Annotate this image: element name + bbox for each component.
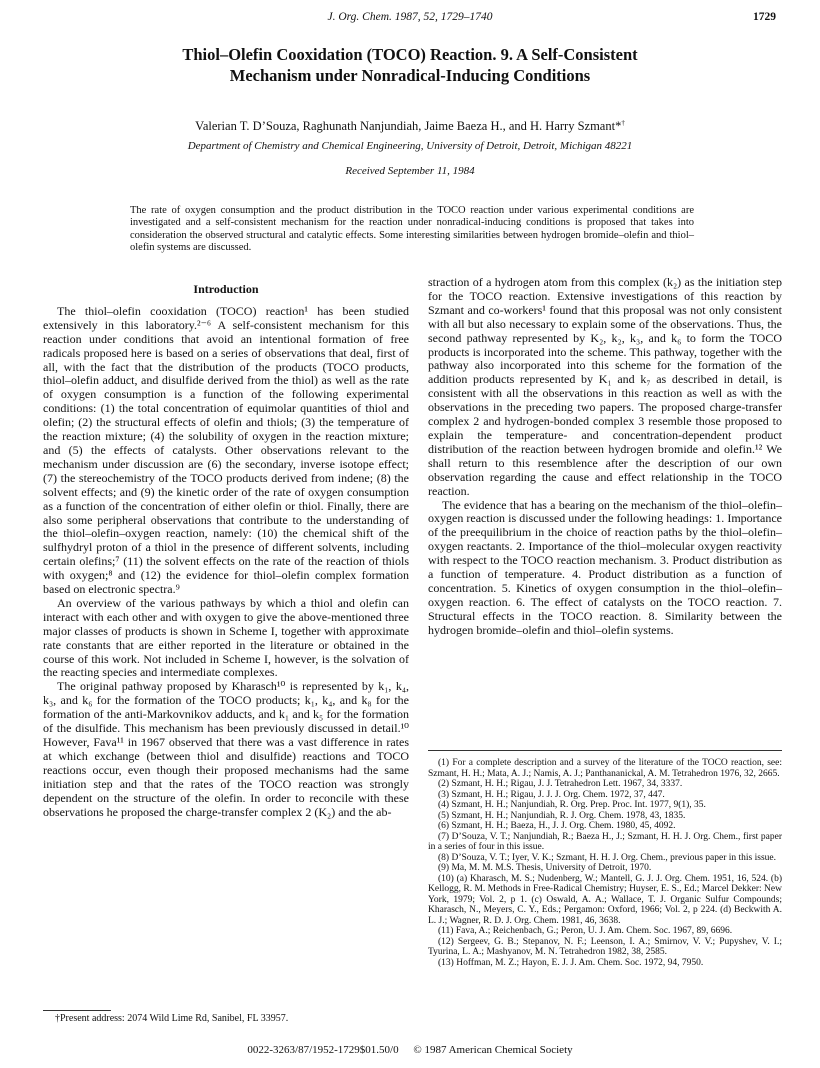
reference-item: (9) Ma, M. M. M.S. Thesis, University of Detroit, 1970. bbox=[438, 863, 652, 873]
page-number: 1729 bbox=[753, 11, 776, 23]
affiliation: Department of Chemistry and Chemical Engineering, University of Detroit, Detroit, Michigan 48221 bbox=[187, 140, 633, 152]
references-list bbox=[428, 758, 782, 968]
reference-item: (7) D’Souza, V. T.; Nanjundiah, R.; Baeza H., J.; Szmant, H. H. J. Org. Chem., first paper in a series of four in this issue. bbox=[428, 831, 782, 852]
journal-citation bbox=[0, 11, 820, 23]
author-list bbox=[60, 119, 760, 134]
intro-paragraph-5: The evidence that has a bearing on the mechanism of the thiol–olefin–oxygen reaction is discussed under the following headings: 1. Importance of the preequilibrium in the choice of reaction paths by the thiol–olefin–oxygen reactants. 2. Importance of the thiol–molecular oxygen reactivity with respect to the TOCO reaction mechanism. 3. Product distribution as a function of temperature. 4. Product distribution as a function of concentration. 5. Kinetics of oxygen consumption in the thiol–olefin–oxygen reaction. 6. The effect of catalysts on the TOCO reaction. 7. Structural effects in the TOCO reaction. 8. Similarity between the hydrogen bromide–olefin and thiol–olefin systems. bbox=[428, 497, 782, 637]
intro-paragraph-3: The original pathway proposed by Kharasch¹⁰ is represented by k₁, k₄, k₃, and k₆ for the formation of the TOCO products; k₁, k₄, and k₈ for the formation of the anti-Markovnikov adducts, and k₁ and k₅ for the formation of the disulfide. This mechanism has been previously discussed in detail.¹⁰ However, Fava¹¹ in 1967 observed that there was a vast difference in rates at which exchange (between thiol and disulfide) reactions and TOCO reactions occur, even though their proposed mechanisms had the same initiation step and that the rates of the TOCO reaction was strongly dependent on the structure of the olefin. In order to reconcile with these observations he proposed the charge-transfer complex 2 (K₂) and the ab- bbox=[43, 679, 409, 819]
author-dagger: † bbox=[621, 118, 625, 127]
reference-item: (13) Hoffman, M. Z.; Hayon, E. J. J. Am. Chem. Soc. 1972, 94, 7950. bbox=[438, 957, 704, 968]
citation-info: 1987, 52, 1729–1740 bbox=[394, 11, 493, 23]
reference-item: (6) Szmant, H. H.; Baeza, H., J. J. Org. Chem. 1980, 45, 4092. bbox=[438, 821, 676, 831]
intro-paragraph-2: An overview of the various pathways by which a thiol and olefin can interact with each other and with oxygen to give the above-mentioned three major classes of products is shown in Scheme I, together with approximate rate constants that are either reported in the literature or obtained in the course of this work. Not included in Scheme I, however, is the solvation of the reacting species and intermediate complexes. bbox=[43, 595, 409, 680]
footnote-divider bbox=[43, 1010, 111, 1011]
article-title bbox=[60, 44, 760, 86]
reference-item: (2) Szmant, H. H.; Rigau, J. J. Tetrahedron Lett. 1967, 34, 3337. bbox=[438, 779, 683, 789]
reference-item: (1) For a complete description and a survey of the literature of the TOCO reaction, see: Szmant, H. H.; Mata, A. J.; Namis, A. J.; Panthananickal, A. M. Tetrahedron 1976, 32, 2665. bbox=[428, 758, 782, 779]
journal-name: J. Org. Chem. bbox=[327, 11, 392, 23]
running-header bbox=[0, 11, 820, 25]
title-line-1: Thiol–Olefin Cooxidation (TOCO) Reaction. 9. A Self-Consistent bbox=[182, 45, 638, 64]
abstract: The rate of oxygen consumption and the product distribution in the TOCO reaction under various experimental conditions are investigated and a self-consistent mechanism for the reaction under nonradical-inducing conditions is proposed that takes into consideration the observed structural and catalytic effects. Some interesting similarities between hydrogen bromide–olefin and thiol–olefin systems are discussed. bbox=[130, 205, 694, 254]
page-footer bbox=[0, 1044, 820, 1056]
left-column bbox=[43, 283, 409, 819]
section-heading-introduction: Introduction bbox=[193, 282, 259, 296]
right-column bbox=[428, 276, 782, 638]
address-footnote: †Present address: 2074 Wild Lime Rd, Sanibel, FL 33957. bbox=[55, 1013, 289, 1024]
reference-item: (10) (a) Kharasch, M. S.; Nudenberg, W.; Mantell, G. J. J. Org. Chem. 1951, 16, 524. (b) Kellogg, R. M. Methods in Free-Radical Chemistry; Huyser, E. S., Ed.; Marcel Dekker: New York, 1979; Vol. 2, p 1. (c) Oswald, A. A.; Wallace, T. J. Organic Sulfur Compounds; Kharasch, N., Meyers, C. Y., Eds.; Pergamon: Oxford, 1966; Vol. 2, p 224. (d) Beckwith A. L. J.; Wagner, R. D. J. Org. Chem. 1981, 46, 3638. bbox=[428, 873, 782, 926]
received-date: Received September 11, 1984 bbox=[345, 165, 475, 177]
reference-item: (8) D’Souza, V. T.; Iyer, V. K.; Szmant, H. H. J. Org. Chem., previous paper in this issue. bbox=[438, 852, 776, 863]
reference-item: (3) Szmant, H. H.; Rigau, J. J. J. Org. Chem. 1972, 37, 447. bbox=[438, 789, 665, 800]
references-divider bbox=[428, 750, 782, 751]
copyright-notice: © 1987 American Chemical Society bbox=[413, 1044, 573, 1056]
reference-item: (12) Sergeev, G. B.; Stepanov, N. F.; Leenson, I. A.; Smirnov, V. V.; Pupyshev, V. I.; Tyurina, L. A.; Mashyanov, M. N. Tetrahedron 1982, 38, 2585. bbox=[428, 936, 782, 957]
title-line-2: Mechanism under Nonradical-Inducing Conditions bbox=[229, 66, 591, 85]
intro-paragraph-1: The thiol–olefin cooxidation (TOCO) reaction¹ has been studied extensively in this laboratory.²⁻⁶ A self-consistent mechanism for this reaction under conditions that avoid an intentional formation of free radicals proposed here is based on a series of observations that deal, first of all, with the fact that the distribution of the products (TOCO products, thiol–olefin adduct, and disulfide derived from the thiol) as well as the rate of oxygen consumption is a function of the following experimental conditions: (1) the total concentration of equimolar quantities of thiol and olefin; (2) the structural effects of olefin and thiols; (3) the temperature of the reaction mixture; (4) the solubility of oxygen in the reaction mixture; and (5) the effects of catalysts. Other observations relevant to the mechanism under discussion are (6) the secondary, inverse isotope effect; (7) the stereochemistry of the TOCO products derived from indene; (8) the solvent effects; and (9) the kinetic order of the rate of oxygen consumption as a function of the concentration of either olefin or thiol. Finally, there are also some peripheral observations that contribute to the understanding of the thiol–olefin–oxygen reaction, namely: (10) the chemical shift of the sulfhydryl proton of a thiol in the presence of different solvents, including certain olefins;⁷ (11) the solvent effects on the rate of the reaction of thiols with oxygen;⁸ and (12) the evidence for thiol–olefin complex formation based on electronic spectra.⁹ bbox=[43, 303, 409, 597]
reference-item: (5) Szmant, H. H.; Nanjundiah, R. J. Org. Chem. 1978, 43, 1835. bbox=[438, 810, 686, 821]
reference-item: (4) Szmant, H. H.; Nanjundiah, R. Org. Prep. Proc. Int. 1977, 9(1), 35. bbox=[438, 800, 706, 810]
intro-paragraph-4: straction of a hydrogen atom from this complex (k₂) as the initiation step for the TOCO reaction. Extensive investigations of this reaction by Szmant and co-workers¹ found that this proposal was not only consistent with all but also necessary to explain some of the observations. Thus, the second pathway represented by K₂, k₂, k₃, and k₆ to form the TOCO products is incorporated into the scheme. This pathway, together with the pathway also incorporated into this scheme for the formation of the addition products represented by K₁ and k₇ as described in detail, is consistent with all the observations in this reaction as well as with the observations in the preceding two papers. The proposed charge-transfer complex 2 and hydrogen-bonded complex 3 resemble those proposed to explain the temperature- and concentration-dependent product distribution of the reaction between hydrogen bromide and olefin.¹² We shall return to this resemblence after the description of our own observation regarding the cause and effect relationship in the TOCO reaction. bbox=[428, 275, 782, 498]
reference-item: (11) Fava, A.; Reichenbach, G.; Peron, U. J. Am. Chem. Soc. 1967, 89, 6696. bbox=[438, 926, 733, 936]
authors-text: Valerian T. D’Souza, Raghunath Nanjundiah, Jaime Baeza H., and H. Harry Szmant* bbox=[195, 119, 622, 133]
price-code: 0022-3263/87/1952-1729$01.50/0 bbox=[247, 1044, 399, 1056]
